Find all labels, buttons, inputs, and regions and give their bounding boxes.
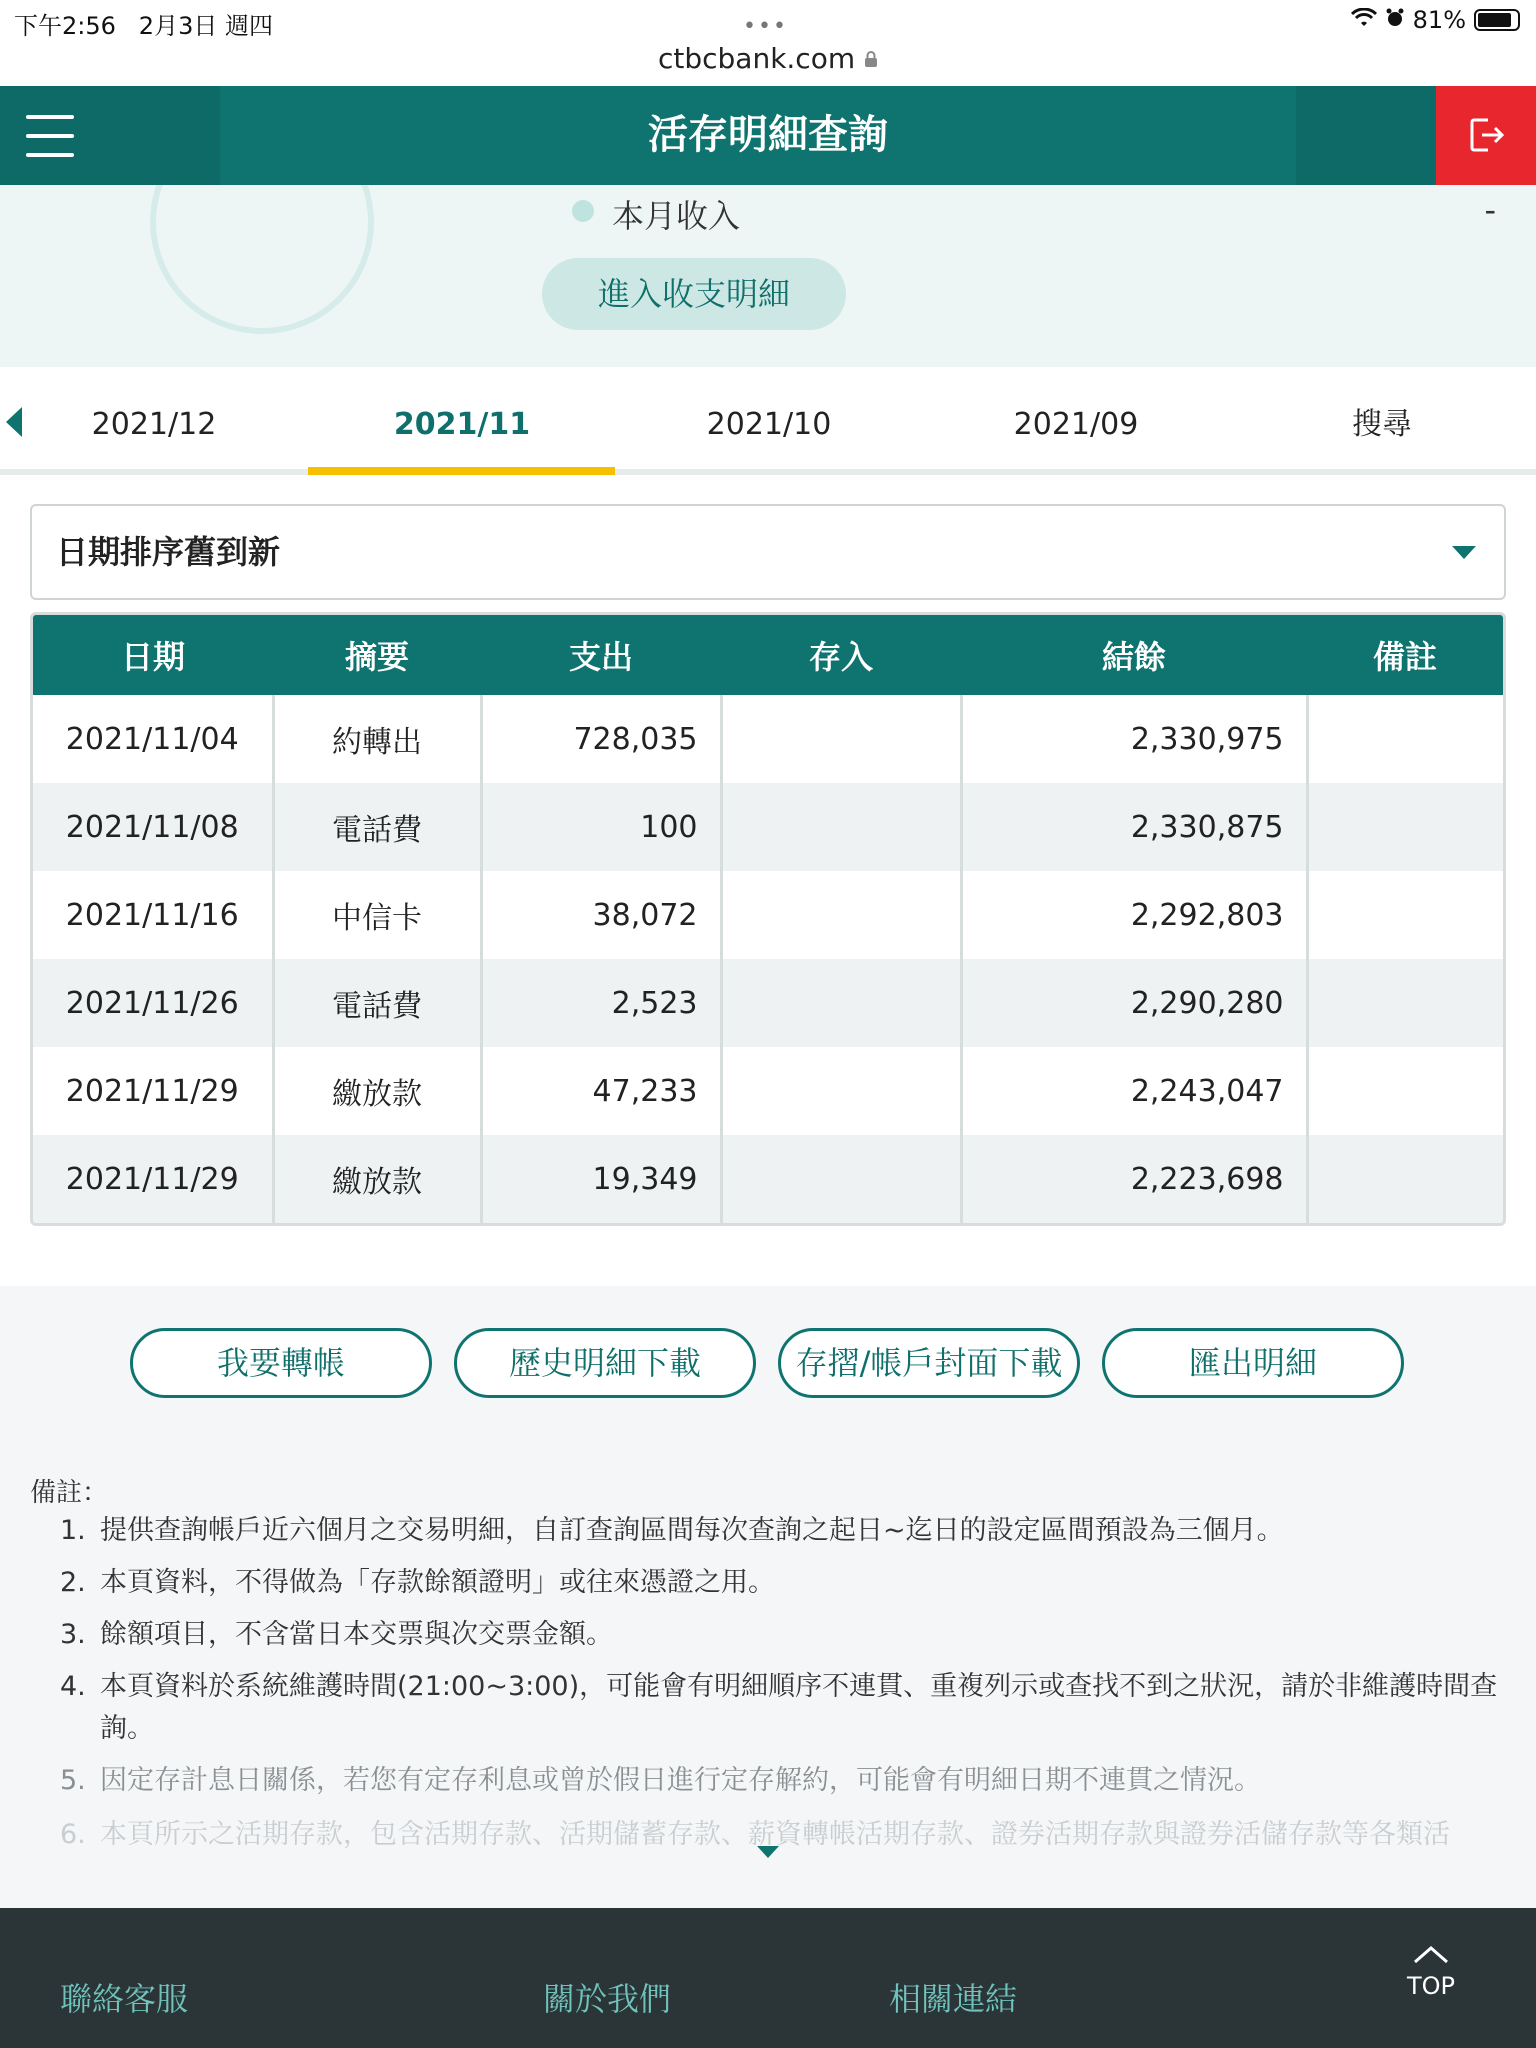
note-item [60,1562,1500,1604]
cell-desc: 約轉出 [273,695,481,783]
col-header-in: 存入 [721,615,961,695]
cell-note [1307,783,1503,871]
cell-desc: 中信卡 [273,871,481,959]
app-header [0,86,1536,185]
cell-out: 728,035 [481,695,721,783]
cell-desc: 繳放款 [273,1135,481,1223]
browser-more-icon[interactable]: ••• [743,14,788,39]
col-header-out: 支出 [481,615,721,695]
note-number: 3. [60,1619,86,1650]
income-expense-detail-button[interactable]: 進入收支明細 [542,258,846,330]
wifi-icon [1351,6,1377,34]
table-row [33,959,1503,1047]
cell-in [721,1047,961,1135]
address-bar[interactable] [0,42,1536,75]
back-to-top-button[interactable] [1396,1944,1466,2000]
notes-title: 備註： [30,1478,109,1508]
footer-contact-link[interactable]: 聯絡客服 [60,1980,189,2018]
cell-date: 2021/11/29 [33,1047,273,1135]
cell-out: 38,072 [481,871,721,959]
cell-balance: 2,330,975 [961,695,1307,783]
note-number: 1. [60,1515,86,1546]
cell-note [1307,1135,1503,1223]
cell-in [721,959,961,1047]
cell-date: 2021/11/26 [33,959,273,1047]
status-bar [0,0,1536,86]
cell-date: 2021/11/08 [33,783,273,871]
page-title: 活存明細查詢 [648,112,888,158]
tab-2021-12[interactable]: 2021/12 [91,407,217,442]
status-icons [1351,6,1520,34]
sort-order-value: 日期排序舊到新 [56,533,281,571]
cell-balance: 2,243,047 [961,1047,1307,1135]
footer-about-link[interactable]: 關於我們 [543,1980,672,2018]
col-header-desc: 摘要 [273,615,481,695]
income-donut-chart [150,185,374,334]
cell-in [721,1135,961,1223]
note-text: 本頁所示之活期存款，包含活期存款、活期儲蓄存款、薪資轉帳活期存款、證券活期存款與證券活儲存款等各類活 [100,1819,1450,1848]
note-item [60,1510,1500,1552]
table-row [33,1135,1503,1223]
cell-out: 19,349 [481,1135,721,1223]
note-number: 4. [60,1671,86,1702]
cell-desc: 繳放款 [273,1047,481,1135]
month-tabs [0,367,1536,475]
legend-dot [572,200,594,222]
note-item [60,1814,1500,1848]
logout-button[interactable] [1436,86,1536,185]
note-number: 6. [60,1819,86,1848]
active-tab-indicator [308,467,615,475]
tab-search[interactable]: 搜尋 [1352,407,1412,442]
logout-icon [1468,116,1506,154]
col-header-date: 日期 [33,615,273,695]
cell-balance: 2,292,803 [961,871,1307,959]
battery-percent: 81% [1412,6,1466,34]
note-text: 餘額項目，不含當日本交票與次交票金額。 [100,1619,613,1650]
sort-order-select[interactable] [30,504,1506,600]
note-text: 因定存計息日關係，若您有定存利息或曾於假日進行定存解約，可能會有明細日期不連貫之情況。 [100,1765,1261,1796]
alarm-icon [1385,6,1405,34]
export-details-button[interactable]: 匯出明細 [1102,1328,1404,1398]
site-footer [0,1908,1536,2048]
status-time-date [14,6,273,41]
table-row [33,783,1503,871]
url-text: ctbcbank.com [657,42,856,75]
cell-date: 2021/11/04 [33,695,273,783]
table-header-row [33,615,1503,695]
tab-2021-09[interactable]: 2021/09 [1013,407,1139,442]
tab-2021-10[interactable]: 2021/10 [706,407,832,442]
tab-2021-11[interactable]: 2021/11 [393,407,531,442]
battery-icon [1474,9,1520,31]
lock-icon [864,42,878,75]
cell-note [1307,871,1503,959]
monthly-summary [0,185,1536,367]
cell-desc: 電話費 [273,783,481,871]
note-item [60,1614,1500,1656]
expand-notes-chevron-icon[interactable] [757,1846,779,1858]
note-number: 2. [60,1567,86,1598]
table-row [33,871,1503,959]
cell-out: 2,523 [481,959,721,1047]
cell-in [721,871,961,959]
note-number: 5. [60,1765,86,1796]
cell-note [1307,695,1503,783]
cell-note [1307,959,1503,1047]
legend-label: 本月收入 [612,197,741,235]
history-download-button[interactable]: 歷史明細下載 [454,1328,756,1398]
note-text: 本頁資料於系統維護時間(21:00~3:00)，可能會有明細順序不連貫、重複列示或查找不到之狀況，請於非維護時間查詢。 [100,1671,1498,1744]
status-time: 下午2:56 [14,12,116,40]
table-row [33,695,1503,783]
cell-balance: 2,330,875 [961,783,1307,871]
col-header-note: 備註 [1307,615,1503,695]
status-date: 2月3日 週四 [138,12,273,40]
cell-in [721,695,961,783]
note-text: 本頁資料，不得做為「存款餘額證明」或往來憑證之用。 [100,1567,775,1598]
cell-out: 47,233 [481,1047,721,1135]
chevron-down-icon [1452,546,1476,559]
footer-related-link[interactable]: 相關連結 [889,1980,1018,2018]
col-header-balance: 結餘 [961,615,1307,695]
cell-out: 100 [481,783,721,871]
cell-balance: 2,290,280 [961,959,1307,1047]
chevron-up-icon [1411,1944,1451,1966]
transactions-table [30,612,1506,1226]
note-item [60,1666,1500,1750]
cell-date: 2021/11/29 [33,1135,273,1223]
cell-in [721,783,961,871]
cell-date: 2021/11/16 [33,871,273,959]
cell-desc: 電話費 [273,959,481,1047]
back-to-top-label: TOP [1406,1972,1456,2000]
note-text: 提供查詢帳戶近六個月之交易明細，自訂查詢區間每次查詢之起日~迄日的設定區間預設為三個月。 [100,1515,1284,1546]
transfer-button[interactable]: 我要轉帳 [130,1328,432,1398]
table-row [33,1047,1503,1135]
passbook-cover-download-button[interactable]: 存摺/帳戶封面下載 [778,1328,1080,1398]
note-item [60,1760,1500,1802]
cell-balance: 2,223,698 [961,1135,1307,1223]
legend-value: - [1484,191,1496,229]
cell-note [1307,1047,1503,1135]
